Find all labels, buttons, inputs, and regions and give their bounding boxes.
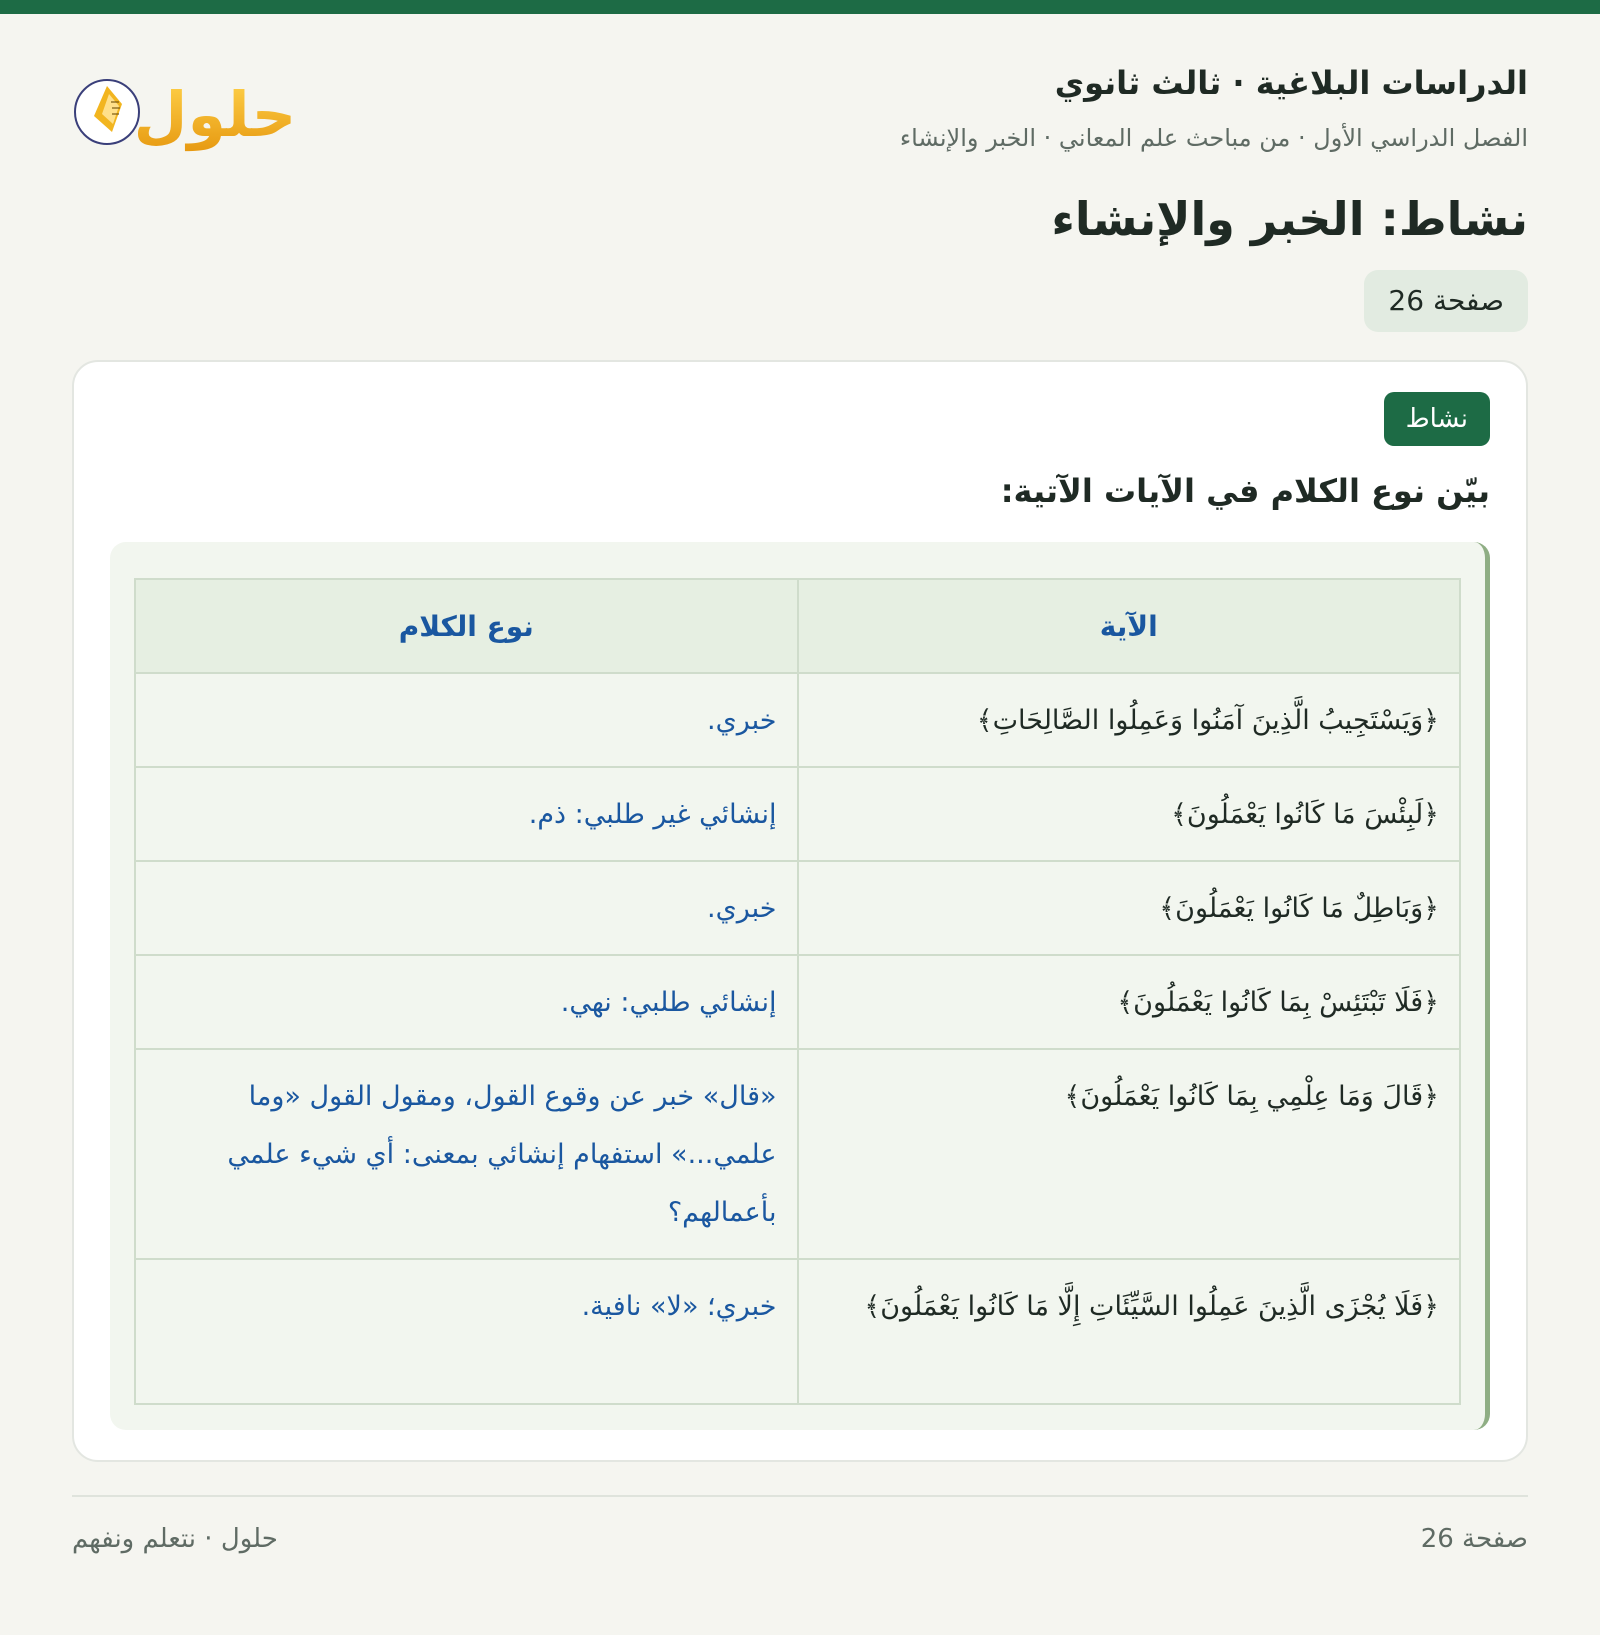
table-row <box>135 861 1460 955</box>
activity-tag: نشاط <box>1384 392 1490 446</box>
verse-cell: ﴿وَيَسْتَجِيبُ الَّذِينَ آمَنُوا وَعَمِلُوا الصَّالِحَاتِ﴾ <box>798 673 1461 767</box>
answer-cell: إنشائي غير طلبي: ذم. <box>135 767 798 861</box>
hulul-logo[interactable] <box>72 64 302 164</box>
answer-cell: خبري؛ «لا» نافية. <box>135 1259 798 1404</box>
table-row <box>135 1049 1460 1259</box>
page-title: نشاط: الخبر والإنشاء <box>1051 192 1528 246</box>
verse-cell: ﴿وَبَاطِلٌ مَا كَانُوا يَعْمَلُونَ﴾ <box>798 861 1461 955</box>
svg-text:حلول: حلول <box>133 78 297 151</box>
activity-question: بيّن نوع الكلام في الآيات الآتية: <box>1000 472 1490 510</box>
breadcrumb: الفصل الدراسي الأول · من مباحث علم المعاني · الخبر والإنشاء <box>899 124 1528 152</box>
answers-table <box>134 578 1461 1405</box>
verse-cell: ﴿لَبِئْسَ مَا كَانُوا يَعْمَلُونَ﴾ <box>798 767 1461 861</box>
answer-cell: خبري. <box>135 861 798 955</box>
table-row <box>135 1259 1460 1404</box>
activity-card <box>72 360 1528 1462</box>
footer-brand: حلول · نتعلم ونفهم <box>72 1524 278 1554</box>
answer-cell: خبري. <box>135 673 798 767</box>
page-number-badge: صفحة 26 <box>1364 270 1528 332</box>
verse-cell: ﴿فَلَا يُجْزَى الَّذِينَ عَمِلُوا السَّيِّئَاتِ إِلَّا مَا كَانُوا يَعْمَلُونَ﴾ <box>798 1259 1461 1404</box>
table-row <box>135 955 1460 1049</box>
footer-page-number: صفحة 26 <box>1420 1524 1528 1554</box>
footer-divider <box>72 1495 1528 1497</box>
verse-cell: ﴿فَلَا تَبْتَئِسْ بِمَا كَانُوا يَعْمَلُونَ﴾ <box>798 955 1461 1049</box>
verse-cell: ﴿قَالَ وَمَا عِلْمِي بِمَا كَانُوا يَعْمَلُونَ﴾ <box>798 1049 1461 1259</box>
answer-cell: «قال» خبر عن وقوع القول، ومقول القول «وما علمي...» استفهام إنشائي بمعنى: أي شيء علمي بأعمالهم؟ <box>135 1049 798 1259</box>
table-header-row <box>135 579 1460 673</box>
logo-wordmark-icon <box>134 78 297 151</box>
answers-table-panel <box>110 542 1490 1430</box>
top-accent-bar <box>0 0 1600 14</box>
table-row <box>135 673 1460 767</box>
page-container <box>72 14 1528 1635</box>
answer-cell: إنشائي طلبي: نهي. <box>135 955 798 1049</box>
header-verse: الآية <box>798 579 1461 673</box>
header-type: نوع الكلام <box>135 579 798 673</box>
course-title: الدراسات البلاغية · ثالث ثانوي <box>1054 64 1528 102</box>
header <box>72 14 1528 174</box>
table-row <box>135 767 1460 861</box>
